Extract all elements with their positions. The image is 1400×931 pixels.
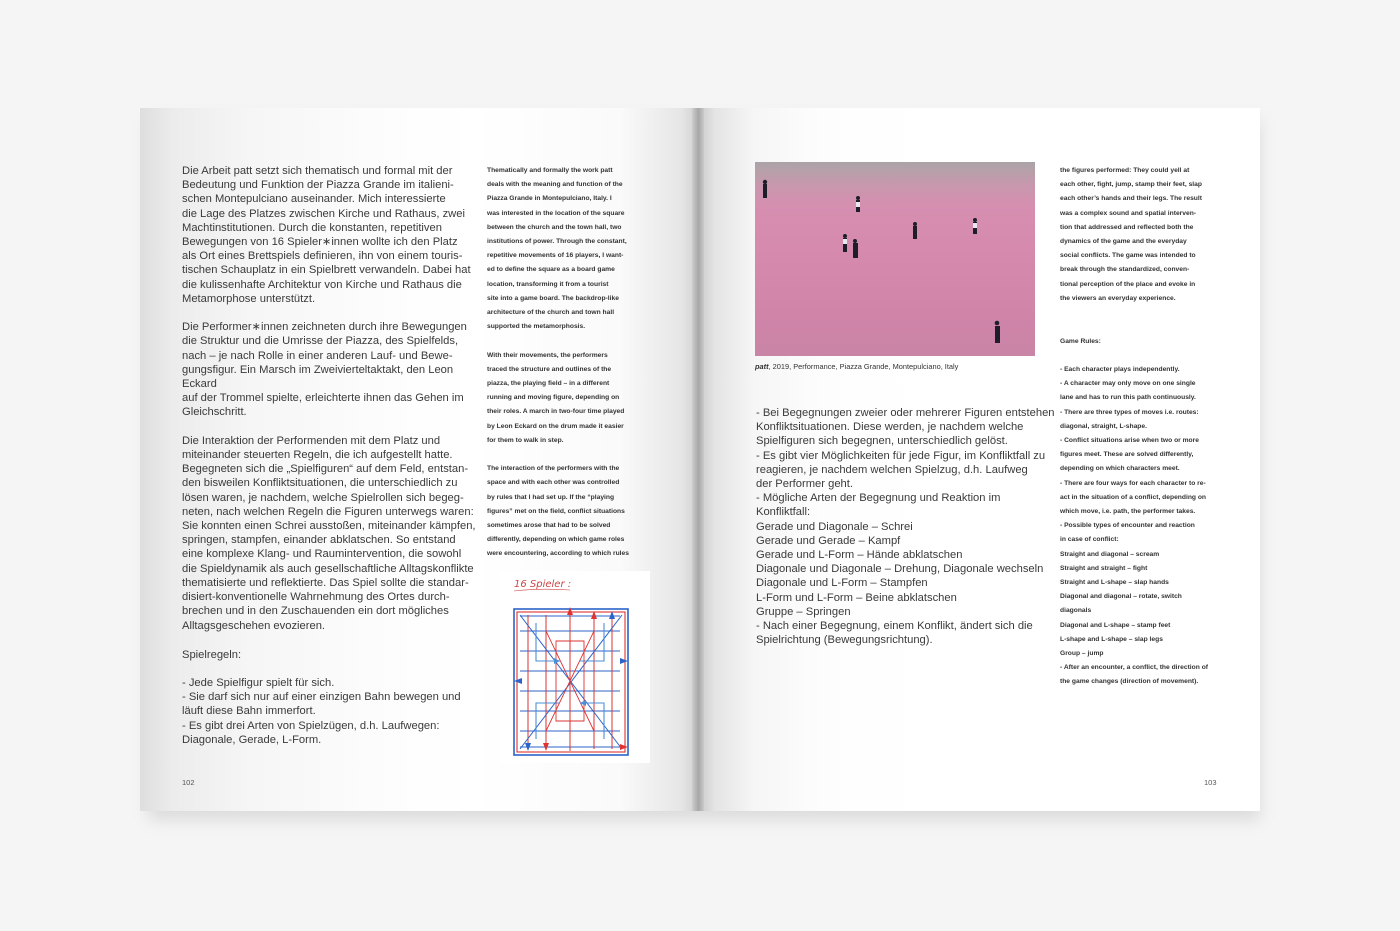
german-body-text: Die Arbeit patt setzt sich thematisch und formal mit der Bedeutung und Funktion der Piazza Grande im italieni- schen Montepulciano auseinander. Mich interessierte die Lage des Platzes zwischen Kirche und Rathaus, zwei Machtinstitutionen. Durch die konstanten, repetitiven Bewegungen von 16 Spieler∗innen wollte ich den Platz als Ort eines Brettspiels definieren, ihn von einem touris- tischen Schauplatz in ein Spielbrett verwandeln. Dabei hat die kulissenhafte Architektur von Kirche und Rathaus die Metamorphose unterstützt. Die Performer∗innen zeichneten durch ihre Bewegungen die Struktur und die Umrisse der Piazza, des Spielfelds, nach – je nach Rolle in einer anderen Lauf- und Bewe- gungsfigur. Ein Marsch im Zweivierteltaktakt, den Leon Eckard auf der Trommel spielte, erleichterte ihnen das Gehen im Gleichschritt. Die Interaktion der Performenden mit dem Platz und miteinander steuerten Regeln, die ich aufgestellt hatte. Begegneten sich die „Spielfiguren“ auf dem Feld, entstan- den bisweilen Konfliktsituationen, die unterschiedlich zu lösen waren, je nachdem, welche Spielrollen sich begeg- neten, nach welchen Regeln die Figuren unterwegs waren: Sie konnten einen Schrei ausstoßen, miteinander kämpfen, springen, stampfen, einander abklatschen. So entstand eine komplexe Klang- und Raumintervention, die sowohl die Spieldynamik als auch gesellschaftliche Alltagskonflikte thematisierte und reflektierte. Das Spiel sollte die standar- disiert-konventionelle Wahrnehmung des Ortes durch- brechen und in den Zuschauenden ein dort mögliches Alltagsgeschehen evozieren.	[182, 165, 476, 632]
page-number-left: 102	[182, 778, 195, 787]
game-board-sketch	[500, 571, 650, 763]
sketch-label: 16 Spieler :	[514, 579, 572, 590]
english-body-text: Thematically and formally the work patt deals with the meaning and function of the Piazza Grande in Montepulciano, Italy. I was interested in the location of the square between the church and the town hall, two institutions of power. Through the constant, repetitive movements of 16 players, I want- ed to define the square as a board game location, transforming it from a tourist site into a game board. The backdrop-like architecture of the church and town hall supported the metamorphosis. With their movements, the performers traced the structure and outlines of the piazza, the playing field – in a different running and moving figure, depending on their roles. A march in two-four time played by Leon Eckard on the drum made it easier for them to walk in step. The interaction of the performers with the space and with each other was controlled by rules that I had set up. If the “playing figures” met on the field, conflict situations sometimes arose that had to be solved differently, depending on which game roles were encountering, according to which rules	[487, 167, 629, 558]
sketch-drawing	[500, 571, 650, 763]
english-continued-text: the figures performed: They could yell at each other, fight, jump, stamp their feet, slap each other’s hands and their legs. The result was a complex sound and spatial interven- tion that addressed and reflected both the dynamics of the game and the everyday social conflicts. The game was intended to break through the standardized, conven- tional perception of the place and evoke in the viewers an everyday experience.	[1060, 167, 1202, 302]
caption-details: , 2019, Performance, Piazza Grande, Montepulciano, Italy	[768, 362, 959, 371]
left-page	[140, 108, 698, 811]
photo-caption	[755, 362, 1045, 371]
game-rules-list: - Each character plays independently. - A character may only move on one single lane and has to run this path continuously. - There are three types of moves i.e. routes: diagonal, straight, L-shape. - Conflict situations arise when two or more figures meet. These are solved differently, depending on which characters meet. - There are four ways for each character to re- act in the situation of a conflict, depending on which move, i.e. path, the performer takes. - Possible types of encounter and reaction in case of conflict: Straight and diagonal – scream Straight and straight – fight Straight and L-shape – slap hands Diagonal and diagonal – rotate, switch diagonals Diagonal and L-shape – stamp feet L-shape and L-shape – slap legs Group – jump - After an encounter, a conflict, the direction of the game changes (direction of movement).	[1060, 366, 1209, 686]
book-gutter	[692, 108, 704, 811]
performance-photo	[755, 162, 1035, 356]
rules-heading: Spielregeln:	[182, 649, 242, 661]
right-page	[698, 108, 1260, 811]
photo-scene	[755, 162, 1035, 356]
open-book	[140, 108, 1260, 811]
rules-list: - Jede Spielfigur spielt für sich. - Sie darf sich nur auf einer einzigen Bahn bewegen und läuft diese Bahn immerfort. - Es gibt drei Arten von Spielzügen, d.h. Laufwegen: Diagonale, Gerade, L-Form.	[182, 677, 461, 746]
caption-title: patt	[755, 362, 769, 371]
german-conflict-rules: - Bei Begegnungen zweier oder mehrerer Figuren entstehen Konfliktsituationen. Diese werden, je nachdem welche Spielfiguren sich begegnen, unterschiedlich gelöst. - Es gibt vier Möglichkeiten für jede Figur, im Konfliktfall zu reagieren, je nachdem welchen Spielzug, d.h. Laufweg der Performer geht. - Mögliche Arten der Begegnung und Reaktion im Konfliktfall: Gerade und Diagonale – Schrei Gerade und Gerade – Kampf Gerade und L-Form – Hände abklatschen Diagonale und Diagonale – Drehung, Diagonale wechseln Diagonale und L-Form – Stampfen L-Form und L-Form – Beine abklatschen Gruppe – Springen - Nach einer Begegnung, einem Konflikt, ändert sich die Spielrichtung (Bewegungsrichtung).	[756, 407, 1055, 647]
game-rules-heading: Game Rules:	[1060, 338, 1101, 345]
page-number-right: 103	[1204, 778, 1217, 787]
